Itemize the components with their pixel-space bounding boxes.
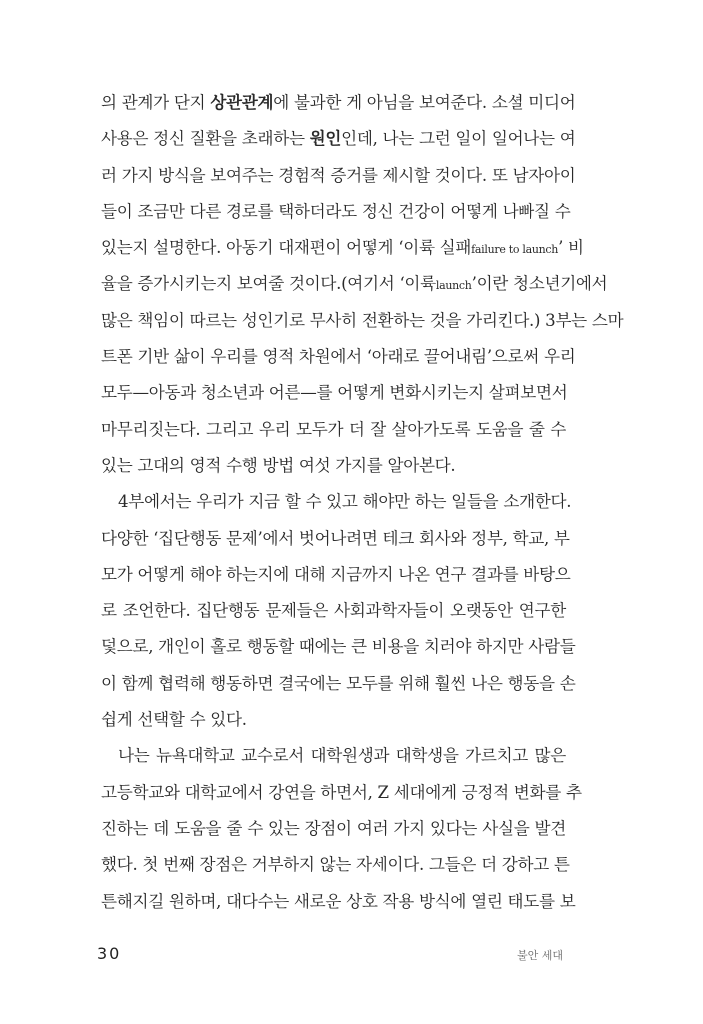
text-line bbox=[101, 448, 566, 484]
text-line bbox=[101, 521, 570, 557]
page-number: 30 bbox=[97, 944, 122, 963]
text-segment: 많은 책임이 따르는 성인기로 무사히 전환하는 것을 가리킨다.) 3부는 스마 bbox=[101, 310, 624, 330]
english-gloss: launch bbox=[435, 279, 472, 293]
text-segment: 했다. 첫 번째 장점은 거부하지 않는 자세이다. 그들은 더 강하고 튼 bbox=[101, 855, 570, 875]
text-line bbox=[101, 775, 582, 811]
text-line bbox=[101, 629, 576, 665]
text-line bbox=[101, 158, 576, 194]
text-segment: 마무리짓는다. 그리고 우리 모두가 더 잘 살아가도록 도움을 줄 수 bbox=[101, 419, 566, 439]
text-segment: 있는 고대의 영적 수행 방법 여섯 가지를 알아본다. bbox=[101, 455, 456, 475]
text-segment: 로 조언한다. 집단행동 문제들은 사회과학자들이 오랫동안 연구한 bbox=[101, 601, 566, 621]
text-segment: 진하는 데 도움을 줄 수 있는 장점이 여러 가지 있다는 사실을 발견 bbox=[101, 818, 566, 838]
text-line bbox=[101, 339, 576, 375]
text-segment: 모가 어떻게 해야 하는지에 대해 지금까지 나온 연구 결과를 바탕으 bbox=[101, 564, 571, 584]
text-segment: ’ 비 bbox=[558, 238, 584, 258]
text-segment: 쉽게 선택할 수 있다. bbox=[101, 710, 247, 730]
text-segment: 들이 조금만 다른 경로를 택하더라도 정신 건강이 어떻게 나빠질 수 bbox=[101, 201, 571, 221]
text-segment: 튼해지길 원하며, 대다수는 새로운 상호 작용 방식에 열린 태도를 보 bbox=[101, 891, 576, 911]
text-segment: 다양한 ‘집단행동 문제’에서 벗어나려면 테크 회사와 정부, 학교, 부 bbox=[101, 528, 570, 548]
text-segment: 나는 뉴욕대학교 교수로서 대학원생과 대학생을 가르치고 많은 bbox=[118, 746, 566, 766]
text-line bbox=[101, 847, 570, 883]
text-segment: 덫으로, 개인이 홀로 행동할 때에는 큰 비용을 치러야 하지만 사람들 bbox=[101, 637, 576, 657]
text-line bbox=[101, 375, 566, 411]
text-line bbox=[101, 230, 584, 266]
text-segment: 고등학교와 대학교에서 강연을 하면서, Z 세대에게 긍정적 변화를 추 bbox=[101, 782, 582, 802]
text-line bbox=[101, 738, 566, 774]
text-segment: 러 가지 방식을 보여주는 경험적 증거를 제시할 것이다. 또 남자아이 bbox=[101, 165, 576, 185]
text-line bbox=[101, 484, 572, 520]
text-line bbox=[101, 266, 608, 302]
text-line bbox=[101, 884, 576, 920]
text-segment: ’이란 청소년기에서 bbox=[471, 274, 608, 294]
text-segment: 모두—아동과 청소년과 어른—를 어떻게 변화시키는지 살펴보면서 bbox=[101, 383, 568, 403]
text-line bbox=[101, 666, 576, 702]
text-segment: 의 관계가 단지 bbox=[101, 93, 211, 112]
text-segment: 인데, 나는 그런 일이 일어나는 여 bbox=[341, 129, 576, 149]
text-segment: 있는지 설명한다. 아동기 대재편이 어떻게 ‘이륙 실패 bbox=[101, 238, 472, 258]
text-line bbox=[101, 557, 571, 593]
emphasized-term: 원인 bbox=[309, 129, 342, 149]
text-segment: 이 함께 협력해 행동하면 결국에는 모두를 위해 훨씬 나은 행동을 손 bbox=[101, 673, 576, 693]
text-segment: 트폰 기반 삶이 우리를 영적 차원에서 ‘아래로 끌어내림’으로써 우리 bbox=[101, 347, 576, 367]
english-gloss: failure to launch bbox=[471, 243, 559, 257]
emphasized-term: 상관관계 bbox=[210, 93, 274, 112]
text-line bbox=[101, 194, 571, 230]
text-segment: 4부에서는 우리가 지금 할 수 있고 해야만 하는 일들을 소개한다. bbox=[118, 492, 572, 512]
running-title: 불안 세대 bbox=[516, 949, 563, 962]
text-line bbox=[101, 303, 624, 339]
text-segment: 에 불과한 게 아님을 보여준다. 소셜 미디어 bbox=[273, 93, 576, 112]
text-line bbox=[101, 593, 566, 629]
text-line bbox=[101, 121, 576, 157]
text-line bbox=[101, 85, 576, 121]
text-segment: 사용은 정신 질환을 초래하는 bbox=[101, 129, 310, 149]
body-text bbox=[101, 85, 624, 920]
text-line bbox=[101, 412, 566, 448]
text-line bbox=[101, 811, 566, 847]
text-line bbox=[101, 702, 566, 738]
text-segment: 율을 증가시키는지 보여줄 것이다.(여기서 ‘이륙 bbox=[101, 274, 436, 294]
